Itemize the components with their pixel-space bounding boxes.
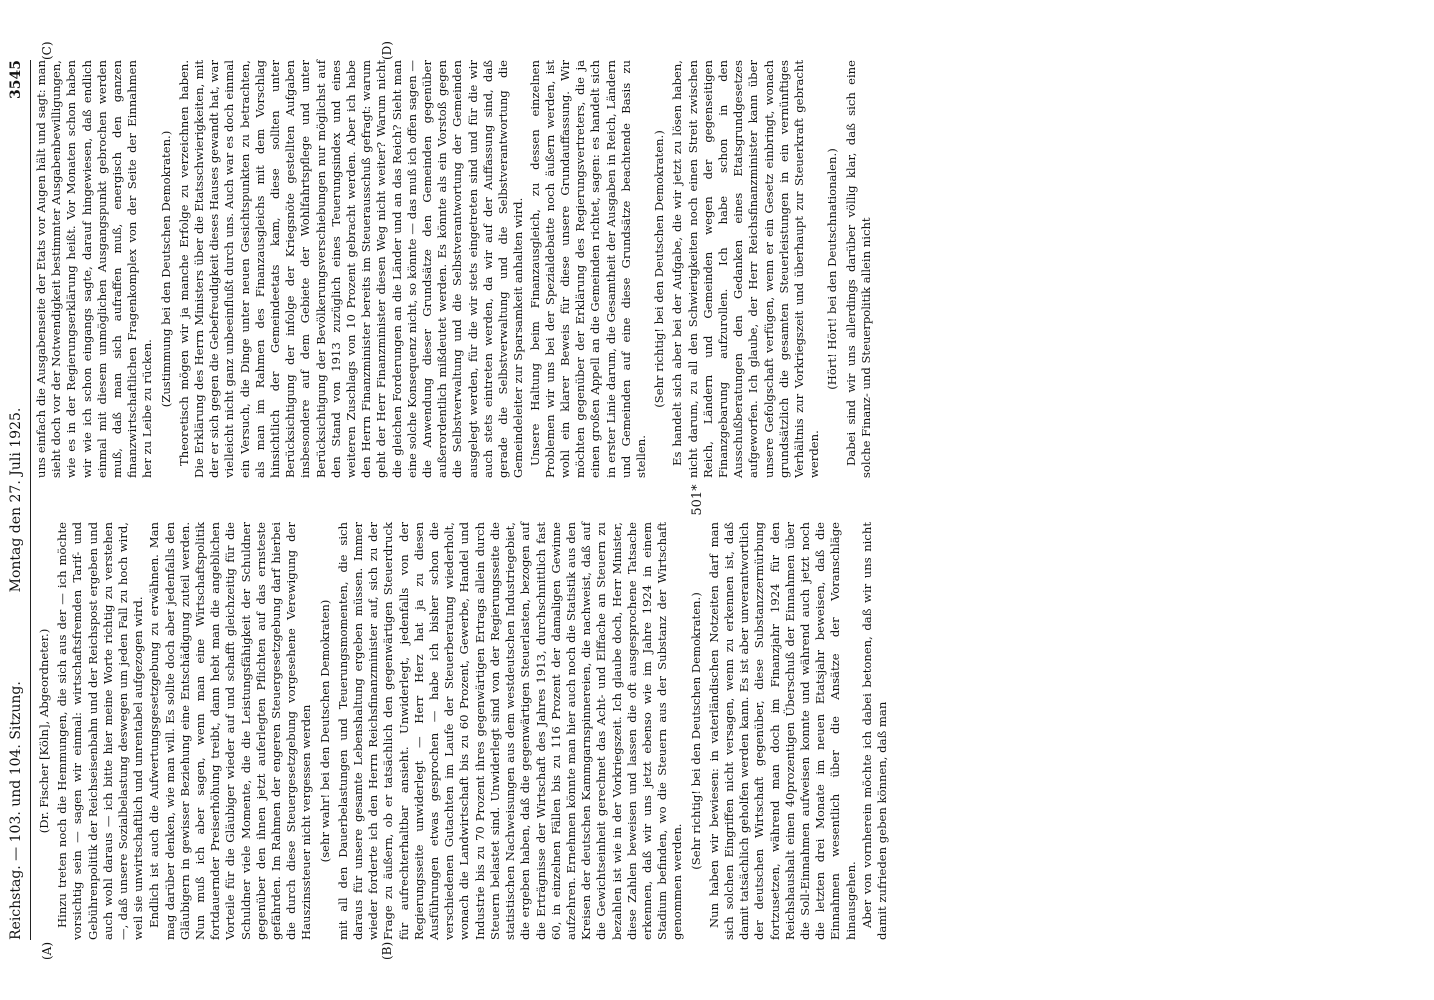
- speaker-line: (Dr. Fischer [Köln], Abgeordneter.): [37, 628, 51, 834]
- running-header: [8, 60, 30, 940]
- interjection: (sehr wahr! bei den Deutschen Demokraten): [317, 599, 332, 863]
- paragraph: Es handelt sich aber bei der Aufgabe, die wir jetzt zu lösen haben, nicht darum, zu all den Schwierigkeiten noch einen Streit zwischen Reich, Ländern und Gemeinden wegen der gegenseitigen Finanzgebarung aufzurollen. Ich habe schon in den Ausschußberatungen den Gedanken eines Etatsgrundgesetzes aufgeworfen. Ich glaube, der Herr Reichsfinanzminister kann über unsere Gefolgschaft verfügen, wenn er ein Gesetz einbringt, wonach grundsätzlich die gesamten Steuerleistungen in ein vernünftiges Verhältnis zur Vorkriegszeit und überhaupt zur Steuerkraft gebracht werden.: [670, 60, 822, 478]
- header-rule: [30, 60, 31, 940]
- page-number: 3545: [8, 60, 24, 99]
- margin-mark-d: (D): [380, 41, 394, 60]
- margin-mark-b: (B): [380, 941, 394, 960]
- right-column: [34, 60, 875, 478]
- paragraph: Endlich ist auch die Aufwertungsgesetzgebung zu erwähnen. Man mag darüber denken, wie man will. Es sollte doch aber jedenfalls den Gläubigern in gewisser Beziehung eine Entschädigung zuteil werden. Nun muß ich aber sagen, wenn man eine Wirtschaftspolitik fortdauernder Preiserhöhung treibt, dann hebt man die angeblichen Vorteile für die Gläubiger wieder auf und schafft gleichzeitig für die Schuldner viele Momente, die die Leistungsfähigkeit der Schuldner gegenüber den ihnen jetzt auferlegten Pflichten auf das ernsteste gefährden. Im Rahmen der engeren Steuergesetzgebung darf hierbei die durch diese Steuergesetzgebung vorgesehene Verewigung der Hauszinssteuer nicht vergessen werden: [147, 522, 314, 940]
- paragraph: Dabei sind wir uns allerdings darüber völlig klar, daß sich eine solche Finanz- und Steuerpolitik allein nicht: [843, 60, 873, 478]
- header-date: Montag den 27. Juli 1925.: [8, 407, 24, 593]
- interjection: (Hört! Hört! bei den Deutschnationalen.): [825, 148, 840, 390]
- interjection: (Sehr richtig! bei den Deutschen Demokraten.): [652, 130, 667, 408]
- paragraph: Nun haben wir bewiesen: in vaterländischen Notzeiten darf man sich solchen Eingriffen nicht versagen, wenn zu erkennen ist, daß damit tatsächlich geholfen werden kann. Es ist aber unverantwortlich der deutschen Wirtschaft gegenüber, diese Substanzzermürbung fortzusetzen, während man doch im Finanzjahr 1924 für den Reichshaushalt einen 40prozentigen Überschuß der Einnahmen über die Soll-Einnahmen aufweisen konnte und während auch jetzt noch die letzten drei Monate im neuen Etatsjahr beweisen, daß die Einnahmen wesentlich über die Ansätze der Voranschläge hinausgehen.: [706, 522, 858, 940]
- header-session: Reichstag. — 103. und 104. Sitzung.: [8, 681, 24, 940]
- margin-mark-c: (C): [40, 41, 54, 60]
- interjection: (Sehr richtig! bei den Deutschen Demokraten.): [688, 592, 703, 870]
- left-column: [34, 522, 891, 940]
- signature-mark: 501*: [690, 484, 705, 516]
- paragraph: Aber von vornherein möchte ich dabei betonen, daß wir uns nicht damit zufrieden geben können, daß man: [859, 522, 889, 940]
- paragraph: Theoretisch mögen wir ja manche Erfolge zu verzeichnen haben. Die Erklärung des Herrn Ministers über die Etatsschwierigkeiten, mit der er sich gegen die Gebefreudigkeit dieses Hauses gewandt hat, war vielleicht nicht ganz unbeeinflußt durch uns. Auch war es doch einmal ein Versuch, die Dinge unter neuen Gesichtspunkten zu betrachten, als man im Rahmen des Finanzausgleichs mit dem Vorschlag hinsichtlich der Gemeindeetats kam, diese sollten unter Berücksichtigung der infolge der Kriegsnöte gestellten Aufgaben insbesondere auf dem Gebiete der Wohlfahrtspflege und unter Berücksichtigung der Bevölkerungsverschiebungen nur möglichst auf den Stand von 1913 zuzüglich eines Teuerungsindex und eines weiteren Zuschlags von 10 Prozent gebracht werden. Aber ich habe den Herrn Finanzminister bereits im Steuerausschuß gefragt: warum geht der Herr Finanzminister diesen Weg nicht weiter? Warum nicht die gleichen Forderungen an die Länder und an das Reich? Sieht man eine solche Konsequenz nicht, so könnte — das muß ich offen sagen — die Anwendung dieser Grundsätze den Gemeinden gegenüber außerordentlich mißdeutet werden. Es könnte als ein Vorstoß gegen die Selbstverwaltung und die Selbstverantwortung der Gemeinden ausgelegt werden, für die wir stets eingetreten sind und für die wir auch stets eintreten werden, da wir auf der Auffassung sind, daß gerade die Selbstverwaltung und die Selbstverantwortung die Gemeindeleiter zur Sparsamkeit anhalten wird.: [176, 60, 526, 478]
- paragraph: mit all den Dauerbelastungen und Teuerungsmomenten, die sich daraus für unsere gesamte Lebenshaltung ergeben müssen. Immer wieder forderte ich den Herrn Reichsfinanzminister auf, sich zu der Frage zu äußern, ob er tatsächlich den gegenwärtigen Steuerdruck für aufrechterhaltbar ansieht. Unwiderlegt, jedenfalls von der Regierungsseite unwiderlegt — Herr Herz hat ja zu diesen Ausführungen etwas gesprochen — habe ich bisher schon die verschiedenen Gutachten im Laufe der Steuerberatung wiederholt, wonach die Landwirtschaft bis zu 60 Prozent, Gewerbe, Handel und Industrie bis zu 70 Prozent ihres gegenwärtigen Ertrags allein durch Steuern belastet sind. Unwiderlegt sind von der Regierungsseite die statistischen Nachweisungen aus dem westdeutschen Industriegebiet, die ergeben haben, daß die gegenwärtigen Steuerlasten, bezogen auf die Erträgnisse der Wirtschaft des Jahres 1913, durchschnittlich fast 60, in einzelnen Fällen bis zu 116 Prozent der damaligen Gewinne aufzehren. Ernehmen könnte man hier auch noch die Statistik aus den Kreisen der deutschen Kammgarnspinnereien, die nachweist, daß auf die Gewichtseinheit gerechnet das Acht- und Elffache an Steuern zu bezahlen ist wie in der Vorkriegszeit. Ich glaube doch, Herr Minister, diese Zahlen beweisen und lassen die oft ausgesprochene Tatsache erkennen, daß wir uns jetzt ebenso wie im Jahre 1924 in einem Stadium befinden, wo die Steuern aus der Substanz der Wirtschaft genommen werden.: [335, 522, 685, 940]
- margin-mark-a: (A): [40, 941, 54, 960]
- paragraph: Unsere Haltung beim Finanzausgleich, zu dessen einzelnen Problemen wir uns bei der Spezialdebatte noch äußern werden, ist wohl ein klarer Beweis für diese unsere Grundauffassung. Wir möchten gegenüber der Erklärung des Regierungsvertreters, die ja einen großen Appell an die Gemeinden richtet, sagen: es handelt sich in erster Linie darum, die Gesamtheit der Ausgaben in Reich, Ländern und Gemeinden auf eine diese Grundsätze beachtende Basis zu stellen.: [527, 60, 648, 478]
- dfg-credit: [1408, 6, 1430, 994]
- paragraph: uns einfach die Ausgabenseite der Etats vor Augen hält und sagt: man sieht doch vor der Notwendigkeit bestimmter Ausgabenbewilligungen, wie es in der Regierungserklärung heißt. Vor Monaten schon haben wir wie ich schon eingangs sagte, darauf hingewiesen, daß endlich einmal mit diesem unmöglichen Ausgangspunkt gebrochen werden muß, daß man sich aufraffen muß, energisch den ganzen finanzwirtschaftlichen Fragenkomplex von der Seite der Einnahmen her zu Leibe zu rücken.: [34, 60, 155, 478]
- interjection: (Zustimmung bei den Deutschen Demokraten.): [158, 130, 173, 408]
- paragraph: Hinzu treten noch die Hemmungen, die sich aus der — ich möchte vorsichtig sein — sagen wir einmal: wirtschaftsfremden Tarif- und Gebührenpolitik der Reichseisenbahn und der Reichspost ergeben und auch wohl daraus — ich bitte hier meine Worte richtig zu verstehen —, daß unsere Sozialbelastung deswegen um jeden Fall zu hoch wird, weil sie unwirtschaftlich und unrentabel aufgezogen wird.: [55, 522, 146, 940]
